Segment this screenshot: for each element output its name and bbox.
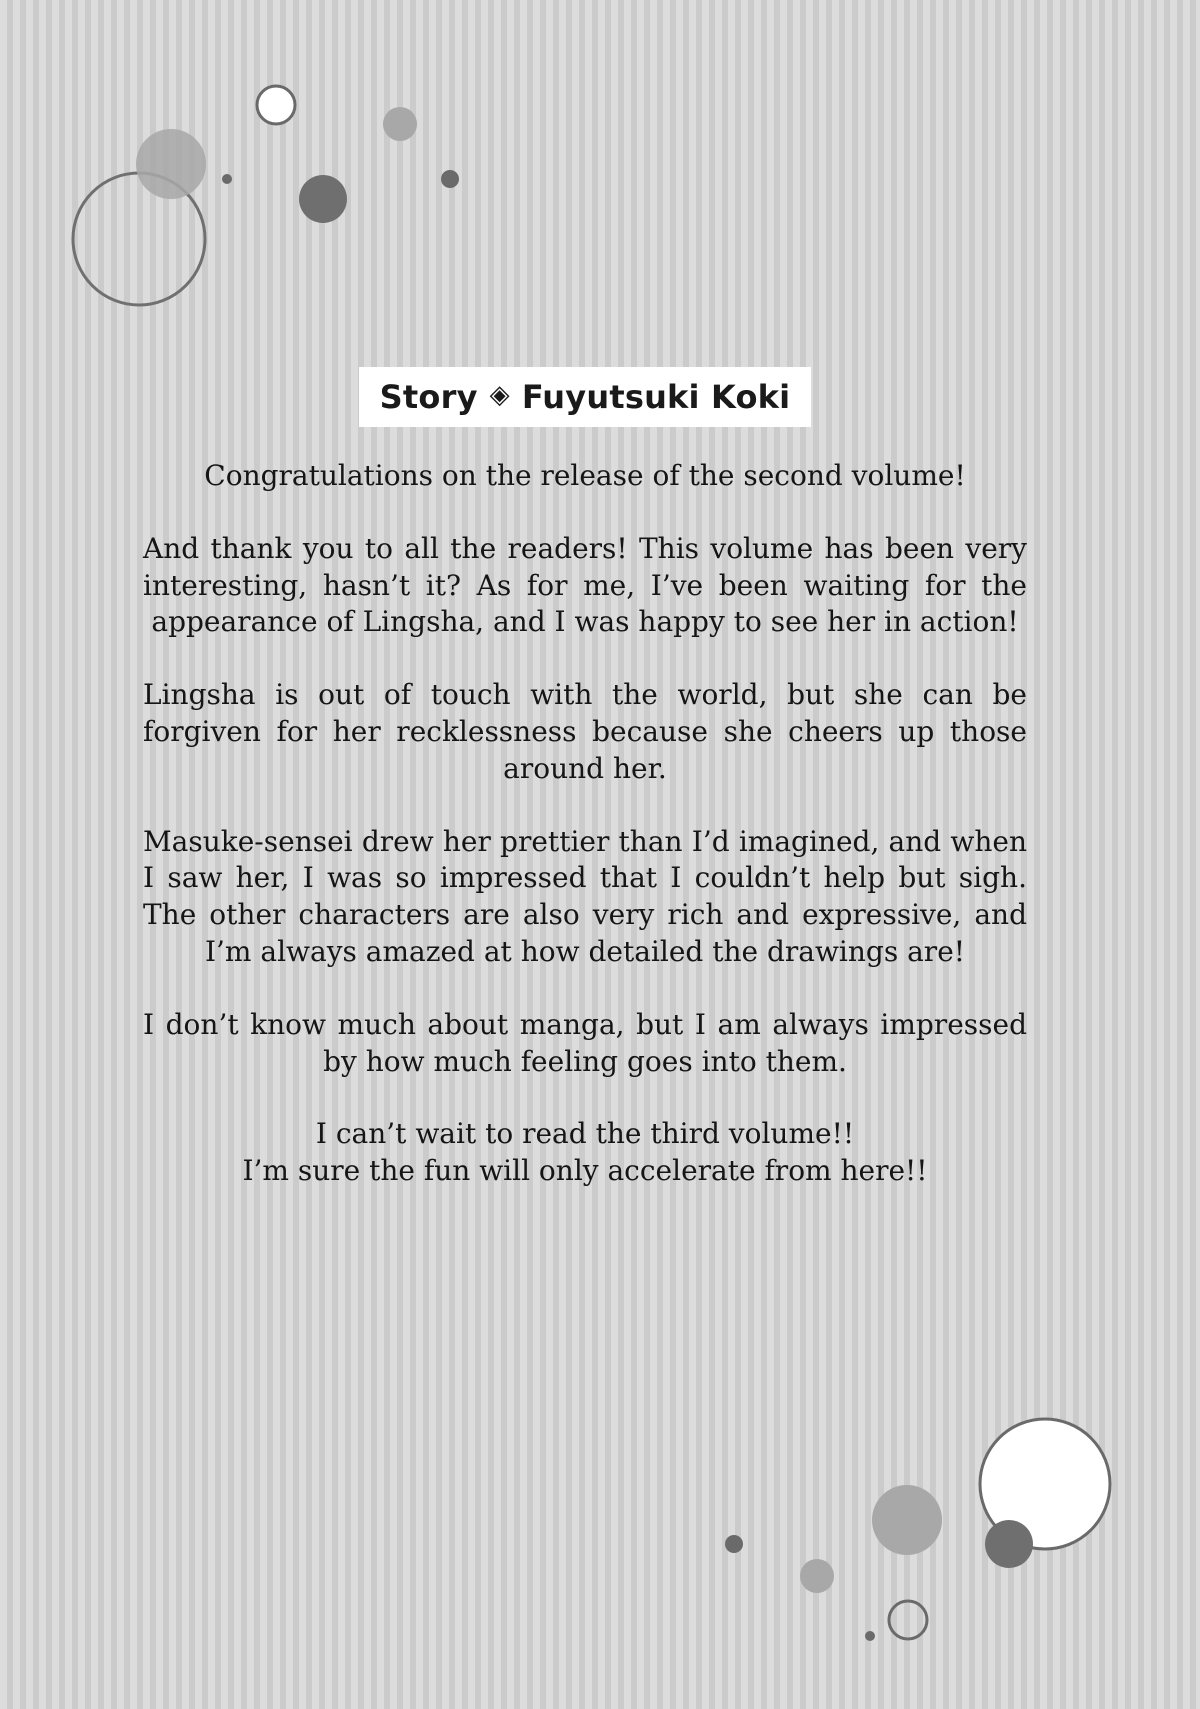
author-name: Fuyutsuki Koki bbox=[521, 378, 791, 416]
paragraph-manga-feeling: I don’t know much about manga, but I am always impressed by how much feeling goes into them. bbox=[143, 1007, 1027, 1078]
bubble-dot-1 bbox=[222, 174, 232, 184]
closing-line-2: I’m sure the fun will only accelerate from here!! bbox=[242, 1154, 928, 1188]
bubble-dot-2 bbox=[865, 1631, 875, 1641]
bubble-dot-2 bbox=[441, 170, 459, 188]
bubble-light-small bbox=[800, 1559, 834, 1593]
paragraph-closing bbox=[143, 1116, 1027, 1190]
afterword-message bbox=[143, 458, 1027, 1226]
bubble-light-small bbox=[383, 107, 417, 141]
bubble-large-ring bbox=[73, 173, 205, 305]
bubble-light-large bbox=[872, 1485, 942, 1555]
paragraph-lingsha: Lingsha is out of touch with the world, but she can be forgiven for her recklessness because she cheers up those around her. bbox=[143, 678, 1027, 785]
bubble-light-filled bbox=[136, 129, 206, 199]
bubble-white-large bbox=[980, 1419, 1110, 1549]
closing-line-1: I can’t wait to read the third volume!! bbox=[315, 1117, 855, 1151]
bubble-dark-medium bbox=[299, 175, 347, 223]
role-label: Story bbox=[379, 378, 478, 416]
paragraph-congratulations: Congratulations on the release of the second volume! bbox=[204, 459, 966, 492]
bubble-dot-1 bbox=[725, 1535, 743, 1553]
diamond-separator-icon: ◈ bbox=[489, 380, 510, 410]
bubble-dark-medium bbox=[985, 1520, 1033, 1568]
bubble-white-small bbox=[257, 86, 295, 124]
paragraph-artist-praise: Masuke-sensei drew her prettier than I’d imagined, and when I saw her, I was so impressed that I couldn’t help but sigh. The other characters are also very rich and expressive, and I’m always amazed at how detailed the drawings are! bbox=[143, 824, 1027, 968]
author-title-box bbox=[359, 367, 811, 427]
paragraph-thanks: And thank you to all the readers! This volume has been very interesting, hasn’t it? As for me, I’ve been waiting for the appearance of Lingsha, and I was happy to see her in action! bbox=[143, 531, 1027, 639]
bubble-ring-small bbox=[889, 1601, 927, 1639]
